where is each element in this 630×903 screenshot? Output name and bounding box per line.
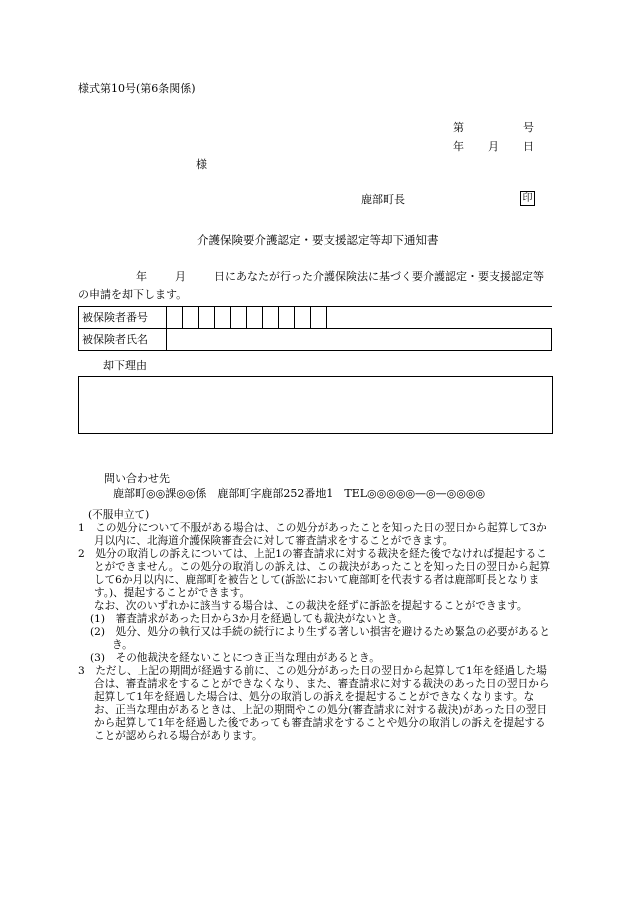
- appeal-heading: (不服申立て): [88, 509, 150, 521]
- document-number-prefix: 第: [453, 121, 464, 134]
- body-text: にあなたが行った介護保険法に基づく要介護認定・要支援認定等の申請を却下します。: [78, 270, 544, 301]
- appeal-item-2-note: なお、次のいずれかに該当する場合は、この裁決を経ずに訴訟を提起することができます。: [94, 600, 528, 612]
- appeal-item-2: 2 処分の取消しの訴えについては、上記1の審査請求に対する裁決を経た後でなければ提起することができません。この処分の取消しの訴えは、この裁決があったことを知った日の翌日から起算して6か月以内に、鹿部町を被告として(訴訟において鹿部町を代表する者は鹿部町長となります。)、提起することができます。: [78, 548, 551, 599]
- date-year-label: 年: [453, 140, 464, 153]
- body-month-label: 月: [175, 270, 186, 283]
- contact-label: 問い合わせ先: [104, 472, 170, 485]
- insured-name-label: 被保険者氏名: [79, 329, 167, 351]
- insured-number-digit-cell: [183, 307, 199, 329]
- form-number: 様式第10号(第6条関係): [78, 82, 196, 95]
- appeal-sub-1: (1) 審査請求があった日から3か月を経過しても裁決がないとき。: [90, 613, 408, 625]
- insured-number-digit-cell: [247, 307, 263, 329]
- appeal-sub-3: (3) その他裁決を経ないことにつき正当な理由があるとき。: [90, 652, 380, 664]
- insured-name-row: [79, 329, 552, 351]
- appeal-section: [78, 509, 553, 743]
- insured-number-row: [79, 307, 552, 329]
- contact-details: 鹿部町◎◎課◎◎係 鹿部町字鹿部252番地1 TEL◎◎◎◎◎—◎—◎◎◎◎: [113, 487, 486, 500]
- date-day-label: 日: [523, 140, 534, 153]
- insured-number-label: 被保険者番号: [79, 307, 167, 329]
- insured-name-value: [167, 329, 552, 351]
- insured-number-digit-cell: [263, 307, 279, 329]
- insured-number-digit-cell: [279, 307, 295, 329]
- insured-number-digit-cell: [167, 307, 183, 329]
- insured-number-digit-cell: [231, 307, 247, 329]
- document-title: 介護保険要介護認定・要支援認定等却下通知書: [197, 233, 439, 247]
- addressee-honorific: 様: [196, 158, 207, 171]
- insured-number-digit-cell: [311, 307, 327, 329]
- insured-number-spacer: [327, 307, 552, 329]
- insured-number-digit-cell: [199, 307, 215, 329]
- document-number-suffix: 号: [523, 121, 534, 134]
- appeal-sub-2: (2) 処分、処分の執行又は手続の続行により生ずる著しい損害を避けるため緊急の必要があるとき。: [90, 626, 550, 651]
- insured-number-digit-cell: [295, 307, 311, 329]
- appeal-item-1: 1 この処分について不服がある場合は、この処分があったことを知った日の翌日から起算して3か月以内に、北海道介護保険審査会に対して審査請求をすることができます。: [78, 522, 547, 547]
- rejection-reason-box: [78, 376, 553, 434]
- notice-body: [78, 268, 553, 304]
- body-day-label: 日: [214, 270, 225, 283]
- insured-number-digit-cell: [215, 307, 231, 329]
- rejection-reason-label: 却下理由: [103, 359, 147, 372]
- issuer-mayor: 鹿部町長: [361, 193, 405, 206]
- date-month-label: 月: [488, 140, 499, 153]
- seal-mark: 印: [520, 191, 535, 206]
- body-year-label: 年: [136, 270, 147, 283]
- appeal-item-3: 3 ただし、上記の期間が経過する前に、この処分があった日の翌日から起算して1年を経過した場合は、審査請求をすることができなくなり、また、審査請求に対する裁決のあった日の翌日から起算して1年を経過した場合は、処分の取消しの訴えを提起することができなくなります。なお、正当な理由があるときは、上記の期間やこの処分(審査請求に対する裁決)があった日の翌日から起算して1年を経過した後であっても審査請求をすることや処分の取消しの訴えを提起することが認められる場合があります。: [78, 665, 550, 742]
- insured-info-table: [78, 306, 552, 351]
